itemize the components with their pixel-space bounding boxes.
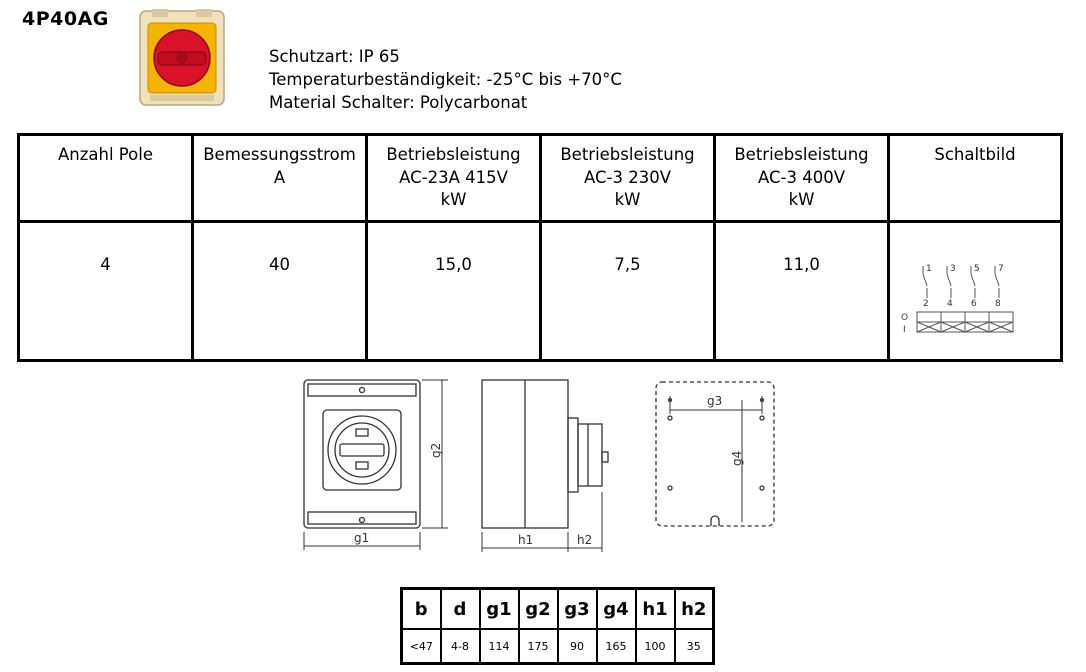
terminal-7: 7 — [998, 264, 1004, 274]
schaltbild-cell — [889, 222, 1062, 361]
header-current: Bemessungsstrom A — [193, 135, 367, 222]
dimensions-values — [402, 629, 714, 664]
label-h1: h1 — [518, 533, 534, 547]
header-schaltbild: Schaltbild — [889, 135, 1062, 222]
label-g4: g4 — [730, 450, 744, 466]
dim-header-h1: h1 — [636, 589, 675, 630]
terminal-5: 5 — [974, 264, 980, 274]
dim-header-b: b — [402, 589, 441, 630]
terminal-6: 6 — [971, 299, 977, 309]
dim-value-h1: 100 — [636, 629, 675, 664]
dim-value-g3: 90 — [558, 629, 597, 664]
dim-header-g1: g1 — [480, 589, 519, 630]
dim-header-g2: g2 — [519, 589, 558, 630]
header-power-ac23a: Betriebsleistung AC-23A 415V kW — [367, 135, 541, 222]
dim-value-g1: 114 — [480, 629, 519, 664]
dim-header-h2: h2 — [675, 589, 714, 630]
position-on: I — [903, 325, 906, 335]
value-power-ac3-400: 11,0 — [715, 222, 889, 361]
terminal-2: 2 — [923, 299, 929, 309]
dimensions-header — [402, 589, 714, 630]
label-g2: g2 — [429, 442, 443, 458]
value-poles: 4 — [19, 222, 193, 361]
label-g1: g1 — [354, 531, 370, 545]
dim-header-g4: g4 — [597, 589, 636, 630]
spec-protection: Schutzart: IP 65 — [269, 47, 400, 66]
rating-table — [17, 133, 1063, 362]
header-poles: Anzahl Pole — [19, 135, 193, 222]
rating-table-row — [19, 222, 1062, 361]
terminal-8: 8 — [995, 299, 1001, 309]
label-h2: h2 — [577, 533, 593, 547]
header-power-ac3-230: Betriebsleistung AC-3 230V kW — [541, 135, 715, 222]
dim-value-g2: 175 — [519, 629, 558, 664]
label-g3: g3 — [707, 394, 723, 408]
front-view — [304, 380, 420, 528]
dim-value-g4: 165 — [597, 629, 636, 664]
header-power-ac3-400: Betriebsleistung AC-3 400V kW — [715, 135, 889, 222]
value-power-ac23a: 15,0 — [367, 222, 541, 361]
position-off: O — [901, 313, 909, 323]
dim-value-d: 4-8 — [441, 629, 480, 664]
value-power-ac3-230: 7,5 — [541, 222, 715, 361]
dim-header-d: d — [441, 589, 480, 630]
rating-table-header — [19, 135, 1062, 222]
dimensions-table — [400, 587, 715, 665]
dimension-drawing — [290, 370, 790, 560]
spec-temperature: Temperaturbeständigkeit: -25°C bis +70°C — [269, 70, 622, 89]
dim-value-h2: 35 — [675, 629, 714, 664]
value-current: 40 — [193, 222, 367, 361]
spec-material: Material Schalter: Polycarbonat — [269, 93, 528, 112]
terminal-1: 1 — [926, 264, 932, 274]
product-code: 4P40AG — [22, 8, 109, 30]
specs-block — [269, 45, 622, 114]
terminal-4: 4 — [947, 299, 953, 309]
schaltbild-diagram — [891, 254, 1059, 352]
dim-header-g3: g3 — [558, 589, 597, 630]
terminal-3: 3 — [950, 264, 956, 274]
dim-value-b: <47 — [402, 629, 441, 664]
product-photo — [138, 9, 226, 107]
